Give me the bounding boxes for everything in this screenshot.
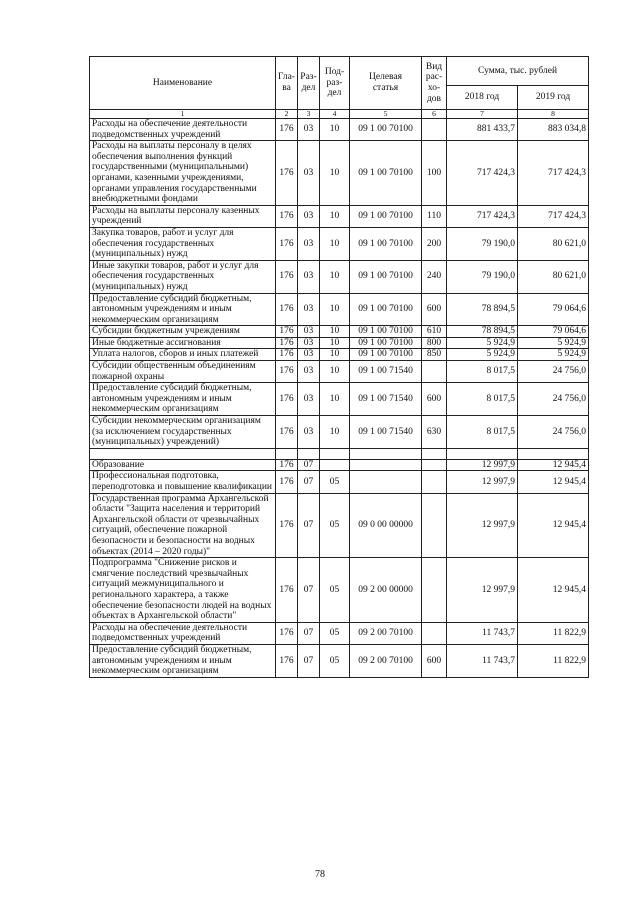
row-target-article: 09 1 00 71540 — [350, 383, 422, 416]
header-podrazdel: Под- раз- дел — [320, 57, 350, 110]
row-amount-2019: 24 756,0 — [518, 383, 589, 416]
row-podrazdel: 10 — [320, 260, 350, 293]
row-expense-type — [422, 471, 447, 493]
row-podrazdel: 10 — [320, 141, 350, 206]
row-target-article: 09 1 00 70100 — [350, 293, 422, 326]
row-name: Закупка товаров, работ и услуг для обеспечения государственных (муниципальных) нужд — [90, 227, 276, 260]
row-name — [90, 448, 276, 459]
table-body — [90, 110, 589, 678]
row-amount-2019: 79 064,6 — [518, 293, 589, 326]
row-target-article: 09 2 00 70100 — [350, 644, 422, 677]
table-row — [90, 459, 589, 471]
row-expense-type: 100 — [422, 141, 447, 206]
row-expense-type: 240 — [422, 260, 447, 293]
row-amount-2019: 11 822,9 — [518, 622, 589, 644]
row-podrazdel: 05 — [320, 558, 350, 623]
row-amount-2019: 12 945,4 — [518, 471, 589, 493]
row-target-article — [350, 448, 422, 459]
row-glava: 176 — [276, 227, 298, 260]
row-name: Расходы на выплаты персоналу в целях обеспечения выполнения функций государственными (муниципальными) органами, казенными учреждениями, органами управления государственными внебюджетными фондами — [90, 141, 276, 206]
table-row — [90, 293, 589, 326]
table-row — [90, 493, 589, 558]
row-name: Предоставление субсидий бюджетным, автономным учреждениям и иным некоммерческим организациям — [90, 383, 276, 416]
table-row — [90, 383, 589, 416]
row-name: Предоставление субсидий бюджетным, автономным учреждениям и иным некоммерческим организациям — [90, 644, 276, 677]
row-target-article: 09 1 00 70100 — [350, 260, 422, 293]
row-podrazdel: 05 — [320, 471, 350, 493]
row-expense-type — [422, 493, 447, 558]
row-podrazdel: 10 — [320, 227, 350, 260]
table-row — [90, 471, 589, 493]
budget-table — [89, 56, 589, 678]
row-glava: 176 — [276, 293, 298, 326]
row-name: Государственная программа Архангельской области "Защита населения и территорий Архангельской области от чрезвычайных ситуаций, обеспечение пожарной безопасности и безопасности на водных объектах (2014 – 2020 годы)" — [90, 493, 276, 558]
row-name: Профессиональная подготовка, переподготовка и повышение квалификации — [90, 471, 276, 493]
row-amount-2019: 883 034,8 — [518, 119, 589, 141]
row-target-article: 09 1 00 70100 — [350, 349, 422, 361]
table-row — [90, 119, 589, 141]
row-razdel: 03 — [298, 337, 320, 349]
header-razdel: Раз- дел — [298, 57, 320, 110]
row-amount-2018: 11 743,7 — [447, 622, 518, 644]
row-podrazdel: 05 — [320, 493, 350, 558]
row-podrazdel: 10 — [320, 119, 350, 141]
row-name: Субсидии общественным объединениям пожарной охраны — [90, 361, 276, 383]
header-vid: Вид рас- хо- дов — [422, 57, 447, 110]
row-amount-2018: 12 997,9 — [447, 493, 518, 558]
row-target-article: 09 1 00 71540 — [350, 361, 422, 383]
row-glava: 176 — [276, 383, 298, 416]
row-razdel: 03 — [298, 141, 320, 206]
row-glava: 176 — [276, 459, 298, 471]
row-razdel: 03 — [298, 205, 320, 227]
table-row — [90, 416, 589, 449]
row-expense-type: 110 — [422, 205, 447, 227]
row-glava: 176 — [276, 141, 298, 206]
row-target-article: 09 2 00 00000 — [350, 558, 422, 623]
row-amount-2019: 12 945,4 — [518, 459, 589, 471]
row-target-article — [350, 459, 422, 471]
row-podrazdel: 05 — [320, 644, 350, 677]
row-expense-type: 800 — [422, 337, 447, 349]
row-razdel: 07 — [298, 459, 320, 471]
row-target-article: 09 1 00 70100 — [350, 227, 422, 260]
row-amount-2019: 80 621,0 — [518, 227, 589, 260]
table-row — [90, 260, 589, 293]
row-amount-2018: 79 190,0 — [447, 227, 518, 260]
row-amount-2018: 5 924,9 — [447, 349, 518, 361]
row-amount-2018: 8 017,5 — [447, 383, 518, 416]
row-expense-type — [422, 448, 447, 459]
table-row — [90, 326, 589, 338]
row-razdel: 03 — [298, 260, 320, 293]
row-expense-type: 600 — [422, 293, 447, 326]
row-glava: 176 — [276, 361, 298, 383]
row-amount-2018: 12 997,9 — [447, 471, 518, 493]
row-amount-2018: 8 017,5 — [447, 361, 518, 383]
row-amount-2019: 79 064,6 — [518, 326, 589, 338]
column-index: 3 — [298, 110, 320, 119]
row-podrazdel: 05 — [320, 622, 350, 644]
row-podrazdel: 10 — [320, 416, 350, 449]
row-expense-type: 850 — [422, 349, 447, 361]
row-razdel: 03 — [298, 361, 320, 383]
row-amount-2019: 12 945,4 — [518, 558, 589, 623]
row-expense-type — [422, 361, 447, 383]
row-name: Предоставление субсидий бюджетным, автономным учреждениям и иным некоммерческим организациям — [90, 293, 276, 326]
row-name: Расходы на выплаты персоналу казенных учреждений — [90, 205, 276, 227]
row-target-article: 09 1 00 70100 — [350, 119, 422, 141]
table-row — [90, 337, 589, 349]
row-razdel: 03 — [298, 293, 320, 326]
row-glava: 176 — [276, 119, 298, 141]
row-target-article: 09 2 00 70100 — [350, 622, 422, 644]
row-razdel: 03 — [298, 416, 320, 449]
row-podrazdel: 10 — [320, 383, 350, 416]
row-razdel — [298, 448, 320, 459]
row-amount-2018: 78 894,5 — [447, 293, 518, 326]
header-sum: Сумма, тыс. рублей — [447, 57, 589, 86]
row-expense-type: 600 — [422, 383, 447, 416]
row-podrazdel — [320, 459, 350, 471]
column-index: 7 — [447, 110, 518, 119]
row-glava: 176 — [276, 337, 298, 349]
table-row — [90, 227, 589, 260]
row-amount-2018: 717 424,3 — [447, 141, 518, 206]
row-expense-type — [422, 459, 447, 471]
row-amount-2018 — [447, 448, 518, 459]
row-glava: 176 — [276, 493, 298, 558]
table-row — [90, 141, 589, 206]
row-glava: 176 — [276, 326, 298, 338]
table-row — [90, 622, 589, 644]
row-glava: 176 — [276, 622, 298, 644]
row-expense-type: 610 — [422, 326, 447, 338]
row-expense-type — [422, 119, 447, 141]
row-glava: 176 — [276, 644, 298, 677]
header-year-2019: 2019 год — [518, 86, 589, 110]
row-glava: 176 — [276, 260, 298, 293]
row-amount-2019 — [518, 448, 589, 459]
table-row — [90, 644, 589, 677]
row-name: Иные бюджетные ассигнования — [90, 337, 276, 349]
row-name: Субсидии некоммерческим организациям (за исключением государственных (муниципальных) учреждений) — [90, 416, 276, 449]
row-amount-2018: 12 997,9 — [447, 558, 518, 623]
row-amount-2018: 12 997,9 — [447, 459, 518, 471]
row-podrazdel: 10 — [320, 361, 350, 383]
row-target-article: 09 1 00 70100 — [350, 337, 422, 349]
row-razdel: 03 — [298, 349, 320, 361]
row-glava: 176 — [276, 205, 298, 227]
row-name: Расходы на обеспечение деятельности подведомственных учреждений — [90, 622, 276, 644]
row-podrazdel — [320, 448, 350, 459]
row-expense-type — [422, 622, 447, 644]
table-row — [90, 448, 589, 459]
row-amount-2019: 717 424,3 — [518, 205, 589, 227]
header-glava: Гла- ва — [276, 57, 298, 110]
column-index: 8 — [518, 110, 589, 119]
row-target-article: 09 1 00 70100 — [350, 326, 422, 338]
row-amount-2019: 5 924,9 — [518, 349, 589, 361]
row-razdel: 03 — [298, 119, 320, 141]
row-target-article — [350, 471, 422, 493]
column-index: 6 — [422, 110, 447, 119]
row-podrazdel: 10 — [320, 337, 350, 349]
row-name: Субсидии бюджетным учреждениям — [90, 326, 276, 338]
row-amount-2019: 5 924,9 — [518, 337, 589, 349]
table-row — [90, 558, 589, 623]
row-amount-2018: 717 424,3 — [447, 205, 518, 227]
column-index: 2 — [276, 110, 298, 119]
row-razdel: 03 — [298, 383, 320, 416]
row-glava: 176 — [276, 558, 298, 623]
row-amount-2018: 11 743,7 — [447, 644, 518, 677]
row-name: Расходы на обеспечение деятельности подведомственных учреждений — [90, 119, 276, 141]
row-amount-2018: 79 190,0 — [447, 260, 518, 293]
row-razdel: 07 — [298, 558, 320, 623]
row-target-article: 09 1 00 70100 — [350, 205, 422, 227]
row-podrazdel: 10 — [320, 326, 350, 338]
row-amount-2019: 717 424,3 — [518, 141, 589, 206]
column-index: 4 — [320, 110, 350, 119]
row-podrazdel: 10 — [320, 349, 350, 361]
row-amount-2019: 80 621,0 — [518, 260, 589, 293]
row-name: Уплата налогов, сборов и иных платежей — [90, 349, 276, 361]
row-podrazdel: 10 — [320, 293, 350, 326]
row-expense-type — [422, 558, 447, 623]
row-amount-2019: 12 945,4 — [518, 493, 589, 558]
column-index-row — [90, 110, 589, 119]
row-amount-2018: 5 924,9 — [447, 337, 518, 349]
row-target-article: 09 1 00 71540 — [350, 416, 422, 449]
row-amount-2019: 11 822,9 — [518, 644, 589, 677]
row-razdel: 07 — [298, 471, 320, 493]
row-target-article: 09 0 00 00000 — [350, 493, 422, 558]
row-amount-2019: 24 756,0 — [518, 416, 589, 449]
row-amount-2018: 78 894,5 — [447, 326, 518, 338]
page-number: 78 — [315, 869, 325, 880]
row-name: Образование — [90, 459, 276, 471]
header-target: Целевая статья — [350, 57, 422, 110]
row-glava: 176 — [276, 416, 298, 449]
row-name: Иные закупки товаров, работ и услуг для обеспечения государственных (муниципальных) нужд — [90, 260, 276, 293]
row-target-article: 09 1 00 70100 — [350, 141, 422, 206]
row-expense-type: 630 — [422, 416, 447, 449]
row-glava: 176 — [276, 471, 298, 493]
column-index: 1 — [90, 110, 276, 119]
header-year-2018: 2018 год — [447, 86, 518, 110]
row-razdel: 07 — [298, 644, 320, 677]
table-row — [90, 349, 589, 361]
row-razdel: 07 — [298, 622, 320, 644]
row-amount-2018: 8 017,5 — [447, 416, 518, 449]
row-expense-type: 200 — [422, 227, 447, 260]
row-razdel: 03 — [298, 227, 320, 260]
row-glava: 176 — [276, 349, 298, 361]
header-name: Наименование — [90, 57, 276, 110]
row-podrazdel: 10 — [320, 205, 350, 227]
column-index: 5 — [350, 110, 422, 119]
row-razdel: 07 — [298, 493, 320, 558]
row-amount-2018: 881 433,7 — [447, 119, 518, 141]
row-glava — [276, 448, 298, 459]
table-row — [90, 361, 589, 383]
row-name: Подпрограмма "Снижение рисков и смягчение последствий чрезвычайных ситуаций межмуниципального и регионального характера, а также обеспечение безопасности людей на водных объектах в Архангельской области" — [90, 558, 276, 623]
row-expense-type: 600 — [422, 644, 447, 677]
table-row — [90, 205, 589, 227]
row-amount-2019: 24 756,0 — [518, 361, 589, 383]
row-razdel: 03 — [298, 326, 320, 338]
